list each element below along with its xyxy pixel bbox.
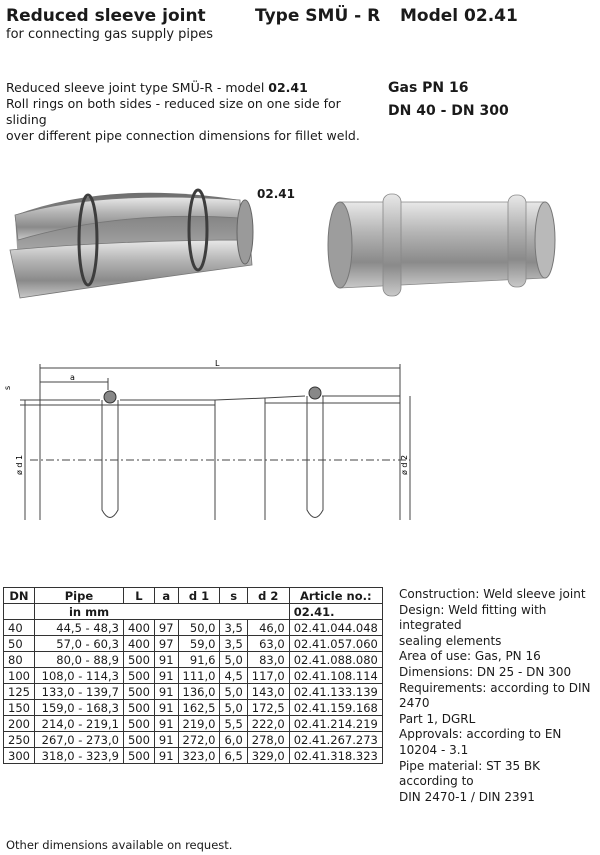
table-cell: 5,0 bbox=[220, 684, 247, 700]
table-cell: 143,0 bbox=[247, 684, 289, 700]
seal-ring-left bbox=[104, 391, 116, 403]
table-cell: 200 bbox=[4, 716, 35, 732]
table-cell: 214,0 - 219,1 bbox=[34, 716, 123, 732]
table-row bbox=[4, 668, 383, 684]
table-cell: 272,0 bbox=[178, 732, 220, 748]
label-a: a bbox=[70, 373, 75, 382]
table-cell: 6,5 bbox=[220, 748, 247, 764]
info-line: Dimensions: DN 25 - DN 300 bbox=[399, 664, 572, 679]
table-cell: 97 bbox=[154, 636, 178, 652]
product-photos bbox=[0, 180, 600, 310]
table-cell: 46,0 bbox=[247, 620, 289, 636]
table-cell: 150 bbox=[4, 700, 35, 716]
table-row bbox=[4, 716, 383, 732]
intro-text bbox=[6, 80, 376, 144]
table-cell: 6,0 bbox=[220, 732, 247, 748]
table-cell: 100 bbox=[4, 668, 35, 684]
table-cell: 91 bbox=[154, 684, 178, 700]
table-cell: 133,0 - 139,7 bbox=[34, 684, 123, 700]
table-cell: 91 bbox=[154, 732, 178, 748]
table-cell: 136,0 bbox=[178, 684, 220, 700]
intro-line3: over different pipe connection dimensions for fillet weld. bbox=[6, 128, 360, 143]
table-cell: 02.41.044.048 bbox=[289, 620, 382, 636]
subtitle: for connecting gas supply pipes bbox=[6, 27, 214, 42]
table-cell: 250 bbox=[4, 732, 35, 748]
table-row bbox=[4, 732, 383, 748]
info-line: Requirements: according to DIN 2470 bbox=[399, 680, 591, 711]
table-cell: 40 bbox=[4, 620, 35, 636]
info-line: Design: Weld fitting with integrated bbox=[399, 602, 547, 633]
table-cell: 323,0 bbox=[178, 748, 220, 764]
table-cell: 97 bbox=[154, 620, 178, 636]
info-line: Approvals: according to EN 10204 - 3.1 bbox=[399, 727, 562, 757]
table-cell: 02.41.318.323 bbox=[289, 748, 382, 764]
table-cell: 5,0 bbox=[220, 700, 247, 716]
product-title: Reduced sleeve joint bbox=[6, 6, 206, 26]
table-cell: 80,0 - 88,9 bbox=[34, 652, 123, 668]
table-cell: 500 bbox=[123, 700, 154, 716]
col-a: a bbox=[154, 588, 178, 604]
col-s: s bbox=[220, 588, 247, 604]
info-line: sealing elements bbox=[399, 633, 502, 648]
label-L: L bbox=[215, 360, 220, 368]
table-cell: 500 bbox=[123, 652, 154, 668]
col-pipe: Pipe bbox=[34, 588, 123, 604]
info-line: Part 1, DGRL bbox=[399, 711, 476, 726]
table-cell: 500 bbox=[123, 668, 154, 684]
cutaway-sleeve-image bbox=[10, 190, 253, 298]
table-cell: 162,5 bbox=[178, 700, 220, 716]
table-cell: 50 bbox=[4, 636, 35, 652]
table-cell: 159,0 - 168,3 bbox=[34, 700, 123, 716]
intro-line2: Roll rings on both sides - reduced size on one side for sliding bbox=[6, 96, 341, 127]
table-cell: 219,0 bbox=[178, 716, 220, 732]
table-cell: 108,0 - 114,3 bbox=[34, 668, 123, 684]
info-line: Area of use: Gas, PN 16 bbox=[399, 649, 541, 664]
table-cell: 300 bbox=[4, 748, 35, 764]
table-cell: 5,5 bbox=[220, 716, 247, 732]
table-row bbox=[4, 620, 383, 636]
table-cell: 57,0 - 60,3 bbox=[34, 636, 123, 652]
table-cell: 83,0 bbox=[247, 652, 289, 668]
pressure-rating: Gas PN 16 bbox=[388, 80, 469, 96]
col-article: Article no.: bbox=[289, 588, 382, 604]
table-cell: 02.41.057.060 bbox=[289, 636, 382, 652]
intro-line1: Reduced sleeve joint type SMÜ-R - model bbox=[6, 80, 269, 95]
table-cell: 318,0 - 323,9 bbox=[34, 748, 123, 764]
table-row bbox=[4, 748, 383, 764]
table-cell: 02.41.133.139 bbox=[289, 684, 382, 700]
seal-ring-right bbox=[309, 387, 321, 399]
table-cell: 02.41.214.219 bbox=[289, 716, 382, 732]
label-d2: ø d 2 bbox=[400, 454, 409, 475]
col-dn: DN bbox=[4, 588, 35, 604]
table-cell: 500 bbox=[123, 716, 154, 732]
col-d1: d 1 bbox=[178, 588, 220, 604]
table-cell: 91,6 bbox=[178, 652, 220, 668]
table-cell: 91 bbox=[154, 700, 178, 716]
table-cell: 59,0 bbox=[178, 636, 220, 652]
table-cell: 3,5 bbox=[220, 620, 247, 636]
unit-label: in mm bbox=[34, 604, 289, 620]
table-cell: 91 bbox=[154, 716, 178, 732]
table-cell: 500 bbox=[123, 732, 154, 748]
table-unit-row bbox=[4, 604, 383, 620]
table-cell: 91 bbox=[154, 652, 178, 668]
table-cell: 50,0 bbox=[178, 620, 220, 636]
table-row bbox=[4, 700, 383, 716]
table-cell: 91 bbox=[154, 668, 178, 684]
table-cell: 500 bbox=[123, 748, 154, 764]
table-cell: 80 bbox=[4, 652, 35, 668]
table-row bbox=[4, 684, 383, 700]
table-cell: 400 bbox=[123, 620, 154, 636]
table-cell: 111,0 bbox=[178, 668, 220, 684]
full-sleeve-image bbox=[328, 194, 555, 296]
type-label: Type SMÜ - R bbox=[255, 6, 381, 26]
table-row bbox=[4, 636, 383, 652]
intro-model: 02.41 bbox=[268, 80, 308, 95]
info-line: Construction: Weld sleeve joint bbox=[399, 587, 586, 601]
table-cell: 278,0 bbox=[247, 732, 289, 748]
table-cell: 02.41.088.080 bbox=[289, 652, 382, 668]
info-block bbox=[399, 587, 599, 805]
info-line: Pipe material: ST 35 BK according to bbox=[399, 758, 541, 789]
table-cell: 91 bbox=[154, 748, 178, 764]
table-cell: 329,0 bbox=[247, 748, 289, 764]
table-cell: 222,0 bbox=[247, 716, 289, 732]
table-header-row bbox=[4, 588, 383, 604]
table-cell: 4,5 bbox=[220, 668, 247, 684]
table-cell: 3,5 bbox=[220, 636, 247, 652]
photo-label: 02.41 bbox=[257, 187, 295, 201]
dn-range: DN 40 - DN 300 bbox=[388, 103, 509, 119]
table-cell: 02.41.159.168 bbox=[289, 700, 382, 716]
label-d1: ø d 1 bbox=[15, 454, 24, 475]
table-cell: 63,0 bbox=[247, 636, 289, 652]
article-prefix: 02.41. bbox=[289, 604, 382, 620]
model-label: Model 02.41 bbox=[400, 6, 518, 26]
table-cell: 117,0 bbox=[247, 668, 289, 684]
footer-note: Other dimensions available on request. bbox=[6, 838, 233, 852]
table-cell: 5,0 bbox=[220, 652, 247, 668]
table-cell: 267,0 - 273,0 bbox=[34, 732, 123, 748]
col-d2: d 2 bbox=[247, 588, 289, 604]
info-line: DIN 2470-1 / DIN 2391 bbox=[399, 789, 535, 804]
col-L: L bbox=[123, 588, 154, 604]
table-cell: 44,5 - 48,3 bbox=[34, 620, 123, 636]
table-cell: 500 bbox=[123, 684, 154, 700]
label-s: s bbox=[3, 385, 12, 390]
table-row bbox=[4, 652, 383, 668]
spec-table-body bbox=[4, 620, 383, 764]
spec-table bbox=[3, 587, 383, 764]
table-cell: 125 bbox=[4, 684, 35, 700]
table-cell: 02.41.267.273 bbox=[289, 732, 382, 748]
table-cell: 172,5 bbox=[247, 700, 289, 716]
technical-drawing bbox=[0, 360, 600, 540]
table-cell: 400 bbox=[123, 636, 154, 652]
table-cell: 02.41.108.114 bbox=[289, 668, 382, 684]
